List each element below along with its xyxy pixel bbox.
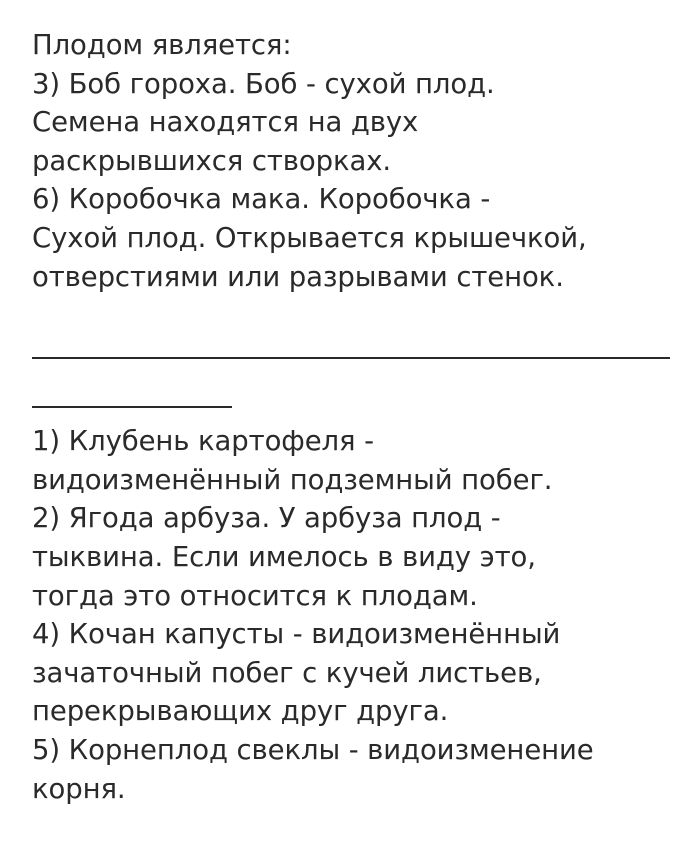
text-line: 2) Ягода арбуза. У арбуза плод - [32,502,501,535]
section-heading: Плодом является: [32,29,292,61]
text-line: зачаточный побег с кучей листьев, [32,656,542,689]
divider-line [32,357,670,359]
text-line: 4) Кочан капусты - видоизменённый [32,618,561,651]
text-line: видоизменённый подземный побег. [32,463,553,496]
text-line: перекрывающих друг друга. [32,695,449,728]
divider-line-short [32,406,232,408]
fruits-section [32,26,682,296]
answer-document [32,26,682,808]
text-line: 6) Коробочка мака. Коробочка - [32,183,491,216]
text-line: отверстиями или разрывами стенок. [32,260,564,293]
text-line: 3) Боб гороха. Боб - сухой плод. [32,67,495,100]
text-line: Семена находятся на двух [32,106,419,139]
text-line: Сухой плод. Открывается крышечкой, [32,221,587,254]
text-line: тогда это относится к плодам. [32,579,478,612]
text-line: 1) Клубень картофеля - [32,425,374,458]
text-line: раскрывшихся створках. [32,144,392,177]
text-line: тыквина. Если имелось в виду это, [32,540,536,573]
text-line: 5) Корнеплод свеклы - видоизменение [32,733,594,766]
text-line: корня. [32,772,126,805]
non-fruits-section [32,422,682,808]
